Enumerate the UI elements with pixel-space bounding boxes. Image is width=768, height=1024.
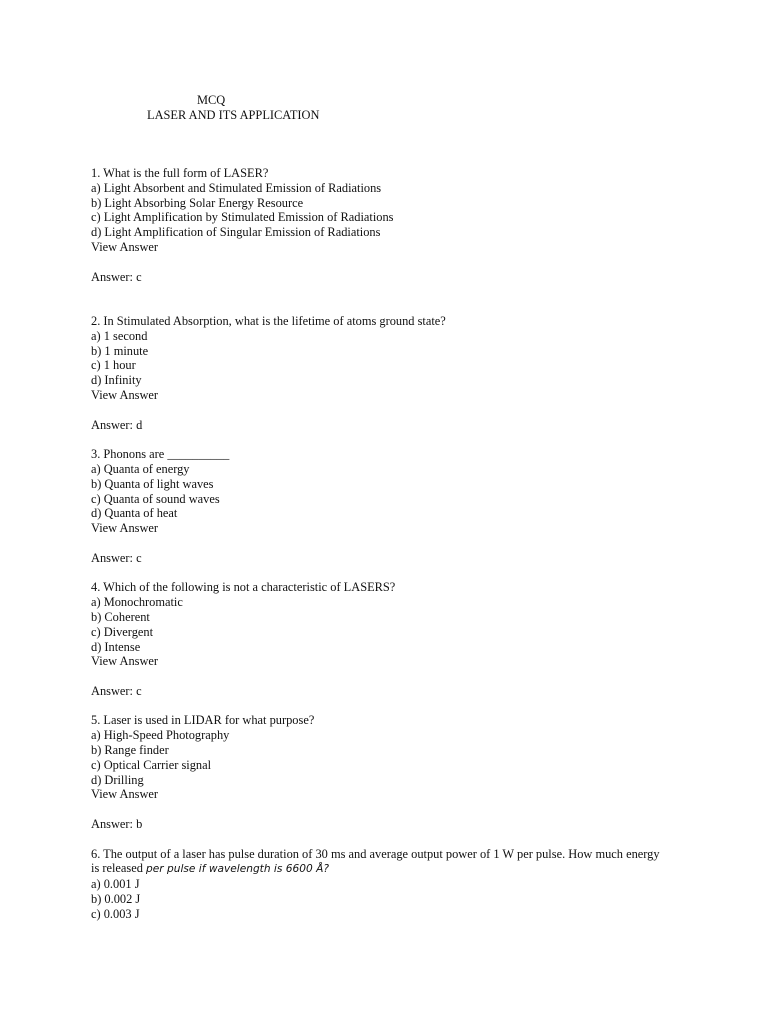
question-block bbox=[91, 580, 711, 713]
option-d: d) Light Amplification of Singular Emission of Radiations bbox=[91, 225, 381, 240]
question-text-part: per pulse if wavelength is 6600 Å? bbox=[146, 863, 329, 876]
answer-text: Answer: c bbox=[91, 550, 142, 565]
question-block bbox=[91, 447, 711, 580]
option-b: b) Light Absorbing Solar Energy Resource bbox=[91, 195, 304, 210]
question-block bbox=[91, 713, 711, 846]
question-block bbox=[91, 847, 711, 922]
option-d: d) Quanta of heat bbox=[91, 506, 178, 521]
option-b: b) Range finder bbox=[91, 743, 169, 758]
option-d: d) Drilling bbox=[91, 772, 144, 787]
document-title: MCQ bbox=[197, 93, 226, 107]
option-a: a) Light Absorbent and Stimulated Emission of Radiations bbox=[91, 180, 382, 195]
option-c: c) 0.003 J bbox=[91, 906, 140, 921]
option-c: c) Optical Carrier signal bbox=[91, 757, 212, 772]
question-list bbox=[91, 166, 711, 922]
view-answer-link[interactable]: View Answer bbox=[91, 521, 159, 536]
question-text: 4. Which of the following is not a characteristic of LASERS? bbox=[91, 580, 396, 595]
answer-text: Answer: c bbox=[91, 683, 142, 698]
view-answer-link[interactable]: View Answer bbox=[91, 787, 159, 802]
view-answer-link[interactable]: View Answer bbox=[91, 654, 159, 669]
option-d: d) Intense bbox=[91, 639, 141, 654]
question-text: 5. Laser is used in LIDAR for what purpose? bbox=[91, 713, 315, 728]
option-a: a) Quanta of energy bbox=[91, 461, 190, 476]
option-a: a) 0.001 J bbox=[91, 877, 140, 892]
document-subtitle: LASER AND ITS APPLICATION bbox=[147, 108, 320, 122]
question-block bbox=[91, 166, 711, 314]
option-c: c) 1 hour bbox=[91, 358, 136, 373]
option-c: c) Quanta of sound waves bbox=[91, 491, 220, 506]
option-a: a) 1 second bbox=[91, 328, 148, 343]
question-text: 6. The output of a laser has pulse duration of 30 ms and average output power of 1 W per pulse. How much energy bbox=[91, 846, 660, 861]
option-b: b) Coherent bbox=[91, 609, 150, 624]
question-text-part: is released bbox=[91, 861, 147, 876]
option-b: b) 0.002 J bbox=[91, 892, 141, 907]
option-c: c) Divergent bbox=[91, 624, 154, 639]
view-answer-link[interactable]: View Answer bbox=[91, 239, 159, 254]
answer-text: Answer: c bbox=[91, 269, 142, 284]
option-b: b) Quanta of light waves bbox=[91, 476, 214, 491]
answer-text: Answer: b bbox=[91, 817, 143, 832]
option-c: c) Light Amplification by Stimulated Emission of Radiations bbox=[91, 210, 394, 225]
question-text: 2. In Stimulated Absorption, what is the lifetime of atoms ground state? bbox=[91, 313, 446, 328]
question-text: 1. What is the full form of LASER? bbox=[91, 166, 269, 180]
view-answer-link[interactable]: View Answer bbox=[91, 387, 159, 402]
answer-text: Answer: d bbox=[91, 417, 143, 432]
question-block bbox=[91, 314, 711, 447]
question-text: 3. Phonons are __________ bbox=[91, 447, 230, 462]
option-d: d) Infinity bbox=[91, 373, 142, 388]
question-text-continued bbox=[91, 861, 711, 877]
option-b: b) 1 minute bbox=[91, 343, 149, 358]
option-a: a) Monochromatic bbox=[91, 595, 183, 610]
option-a: a) High-Speed Photography bbox=[91, 728, 230, 743]
